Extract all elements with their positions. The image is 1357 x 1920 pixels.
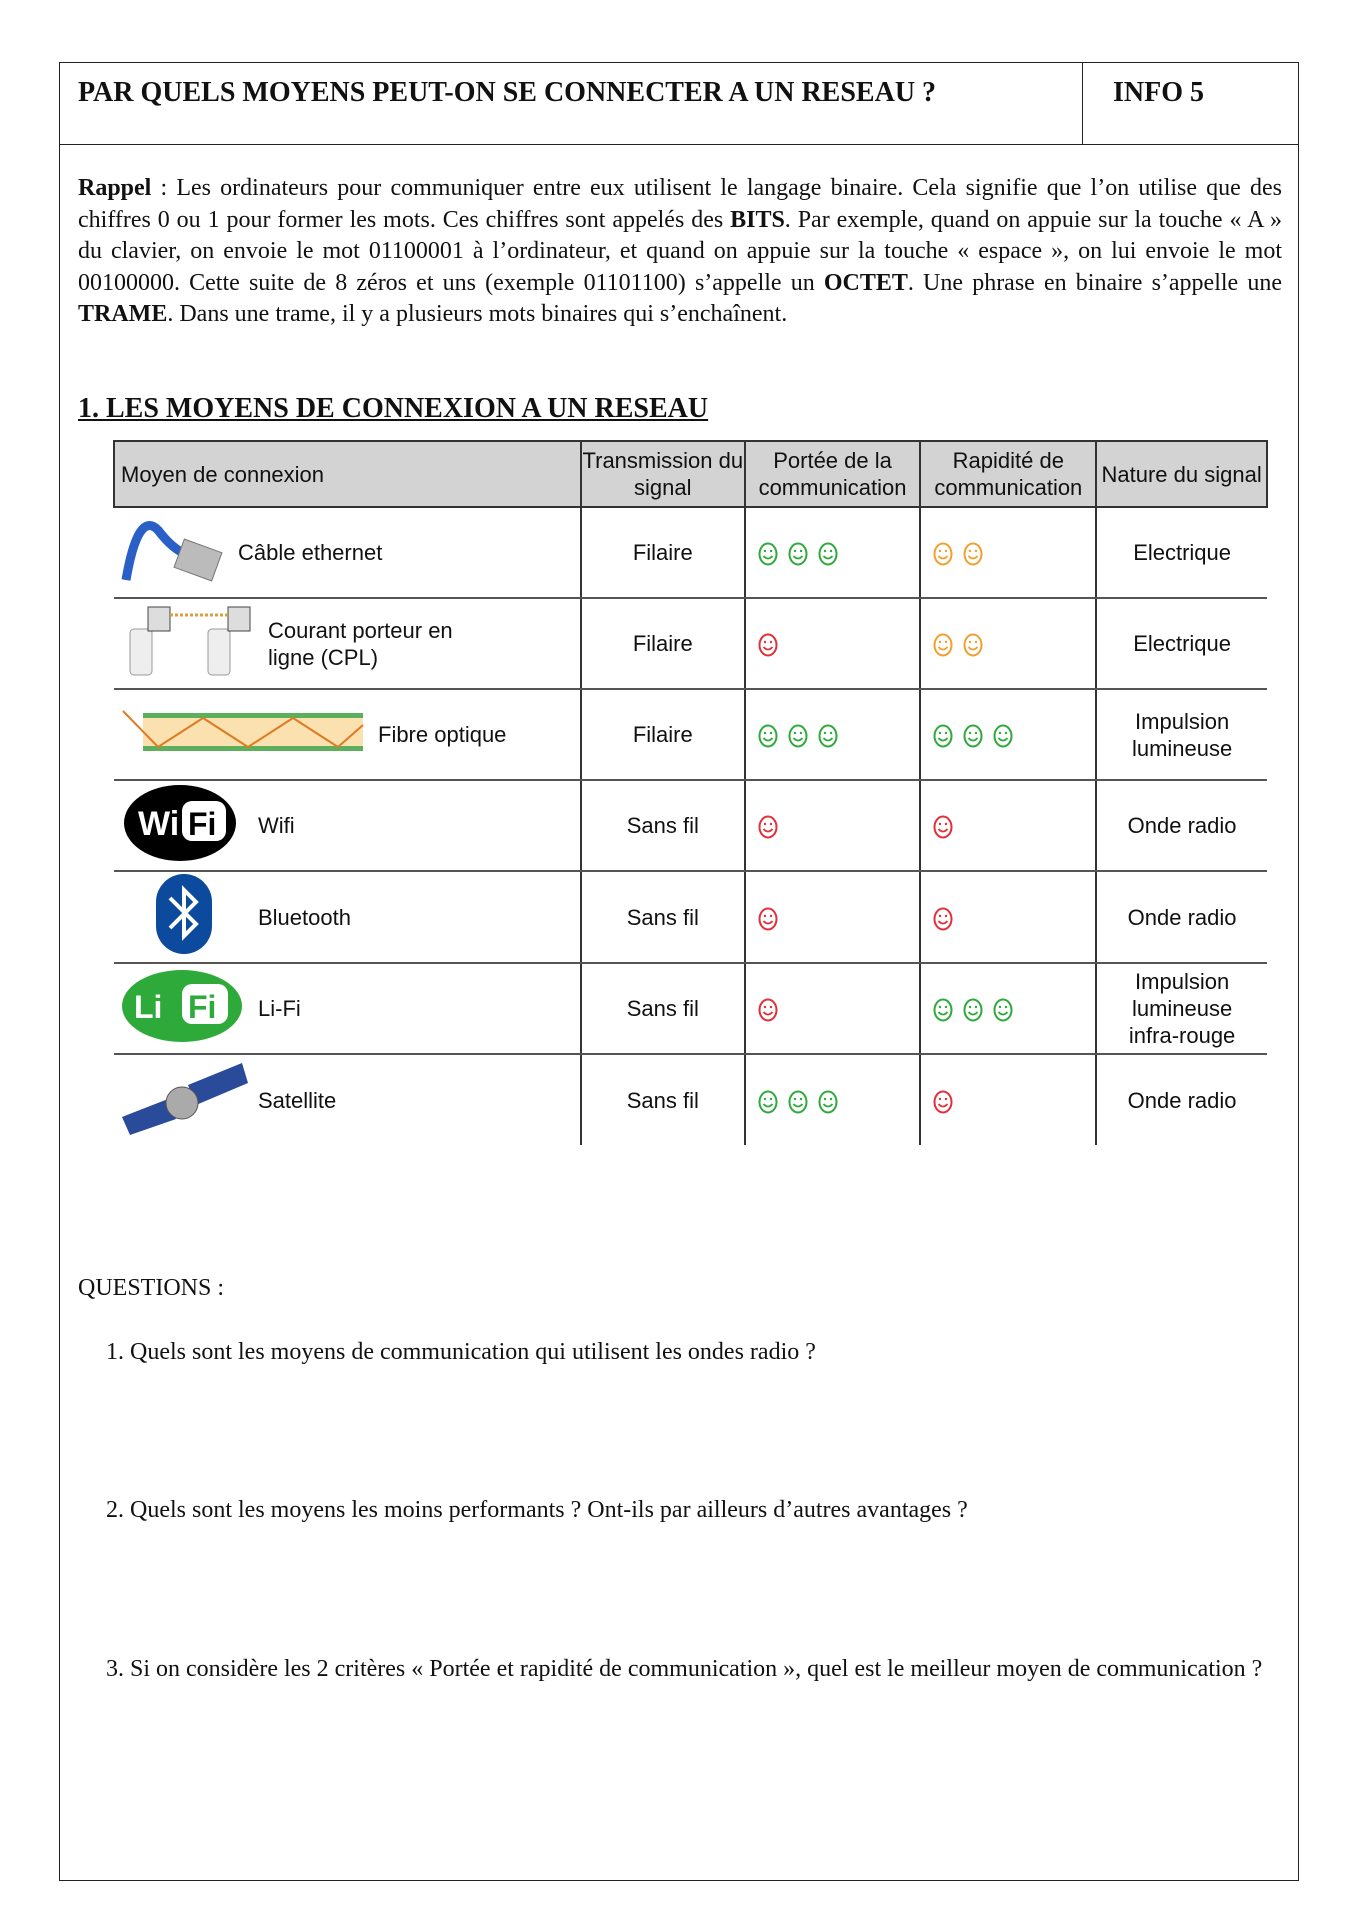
speed-rating (920, 780, 1096, 871)
sheet-code: INFO 5 (1082, 63, 1300, 145)
smiley-icon (758, 815, 778, 839)
page-title: PAR QUELS MOYENS PEUT-ON SE CONNECTER A UN RESEAU ? (78, 77, 937, 108)
transmission-cell: Sans fil (581, 1054, 745, 1145)
column-header: Transmission du signal (581, 441, 745, 507)
question-1: 1. Quels sont les moyens de communication qui utilisent les ondes radio ? (106, 1339, 816, 1365)
speed-rating (920, 963, 1096, 1054)
column-header: Portée de la communication (745, 441, 921, 507)
wifi-logo-icon (118, 783, 248, 869)
smiley-icon (933, 907, 953, 931)
smiley-icon (758, 633, 778, 657)
column-header: Moyen de connexion (114, 441, 581, 507)
table-row (114, 689, 1267, 780)
optical-fiber-icon (118, 707, 368, 763)
smiley-icon (758, 542, 778, 566)
connection-name: Bluetooth (258, 904, 351, 930)
connection-cell (114, 963, 581, 1054)
transmission-cell: Filaire (581, 689, 745, 780)
transmission-cell: Filaire (581, 507, 745, 598)
connection-table (113, 440, 1268, 1145)
transmission-cell: Filaire (581, 598, 745, 689)
signal-nature-cell: Impulsion lumineuse infra-rouge (1096, 963, 1267, 1054)
smiley-icon (963, 998, 983, 1022)
smiley-icon (818, 542, 838, 566)
column-header: Rapidité de communication (920, 441, 1096, 507)
connection-name: Satellite (258, 1087, 337, 1113)
smiley-icon (818, 724, 838, 748)
smiley-icon (993, 998, 1013, 1022)
table-row (114, 871, 1267, 963)
smiley-icon (933, 542, 953, 566)
signal-nature-cell: Onde radio (1096, 780, 1267, 871)
connection-name: Câble ethernet (238, 540, 383, 565)
smiley-icon (788, 542, 808, 566)
smiley-icon (788, 1090, 808, 1114)
text: . Dans une trame, il y a plusieurs mots binaires qui s’enchaînent. (167, 301, 788, 327)
range-rating (745, 1054, 921, 1145)
text: . Par exemple, quand on appuie sur la touche « A » du clavier, on envoie le mot 01100001 à l’ordinateur, et quand on appuie sur la touche « espace », on lui envoie le mot 00100000. Cette suite de 8 zéros et uns (exemple 01101100) s’appelle un (78, 206, 1282, 296)
speed-rating (920, 871, 1096, 963)
cpl-adapter-icon (118, 601, 258, 687)
question-2: 2. Quels sont les moyens les moins performants ? Ont-ils par ailleurs d’autres avantages ? (106, 1497, 968, 1523)
smiley-icon (933, 998, 953, 1022)
smiley-icon (933, 633, 953, 657)
smiley-icon (993, 724, 1013, 748)
smiley-icon (963, 542, 983, 566)
section-heading: 1. LES MOYENS DE CONNEXION A UN RESEAU (78, 393, 709, 424)
connection-cell (114, 598, 581, 689)
transmission-cell: Sans fil (581, 871, 745, 963)
speed-rating (920, 689, 1096, 780)
satellite-icon (118, 1057, 248, 1143)
term-bits: BITS (730, 206, 785, 233)
text: : Les ordinateurs pour communiquer entre eux utilisent le langage binaire. Cela signifie que l’on utilise que des chiffres 0 ou 1 pour former les mots. Ces chiffres sont appelés des (78, 175, 1282, 233)
table-row (114, 598, 1267, 689)
table-row (114, 963, 1267, 1054)
lifi-logo-icon (118, 966, 248, 1052)
smiley-icon (758, 907, 778, 931)
connection-name: Wifi (258, 813, 295, 838)
column-header: Nature du signal (1096, 441, 1267, 507)
transmission-cell: Sans fil (581, 780, 745, 871)
range-rating (745, 598, 921, 689)
table-row (114, 507, 1267, 598)
smiley-icon (963, 633, 983, 657)
smiley-icon (788, 724, 808, 748)
smiley-icon (758, 724, 778, 748)
svg-text:Fi: Fi (188, 805, 217, 842)
table-row (114, 1054, 1267, 1145)
speed-rating (920, 1054, 1096, 1145)
worksheet-frame (59, 62, 1299, 1881)
ethernet-cable-icon (118, 510, 228, 596)
connection-cell (114, 689, 581, 780)
connection-cell (114, 507, 581, 598)
term-octet: OCTET (823, 269, 908, 296)
term-trame: TRAME (78, 301, 168, 327)
signal-nature-cell: Electrique (1096, 598, 1267, 689)
questions-title: QUESTIONS : (78, 1275, 225, 1301)
smiley-icon (933, 724, 953, 748)
range-rating (745, 507, 921, 598)
transmission-cell: Sans fil (581, 963, 745, 1054)
connection-name: Courant porteur en ligne (CPL) (268, 617, 453, 670)
smiley-icon (818, 1090, 838, 1114)
question-3: 3. Si on considère les 2 critères « Portée et rapidité de communication », quel est le meilleur moyen de communication ? (106, 1656, 1263, 1682)
signal-nature-cell: Impulsion lumineuse (1096, 689, 1267, 780)
connection-cell (114, 871, 581, 963)
signal-nature-cell: Onde radio (1096, 871, 1267, 963)
table-row (114, 780, 1267, 871)
smiley-icon (758, 998, 778, 1022)
smiley-icon (933, 815, 953, 839)
connection-name: Li-Fi (258, 996, 301, 1021)
rappel-label: Rappel (78, 175, 152, 201)
signal-nature-cell: Electrique (1096, 507, 1267, 598)
range-rating (745, 871, 921, 963)
speed-rating (920, 598, 1096, 689)
text: . Une phrase en binaire s’appelle une (907, 269, 1283, 296)
svg-text:Li: Li (134, 988, 163, 1025)
rappel-paragraph (78, 173, 1282, 331)
connection-cell (114, 1054, 581, 1145)
signal-nature-cell: Onde radio (1096, 1054, 1267, 1145)
svg-text:Fi: Fi (188, 988, 217, 1025)
smiley-icon (758, 1090, 778, 1114)
smiley-icon (933, 1090, 953, 1114)
smiley-icon (963, 724, 983, 748)
connection-cell (114, 780, 581, 871)
title-row (60, 63, 1298, 145)
range-rating (745, 780, 921, 871)
connection-name: Fibre optique (378, 722, 507, 747)
range-rating (745, 963, 921, 1054)
range-rating (745, 689, 921, 780)
bluetooth-logo-icon (118, 872, 248, 962)
svg-text:Wi: Wi (138, 804, 180, 843)
speed-rating (920, 507, 1096, 598)
